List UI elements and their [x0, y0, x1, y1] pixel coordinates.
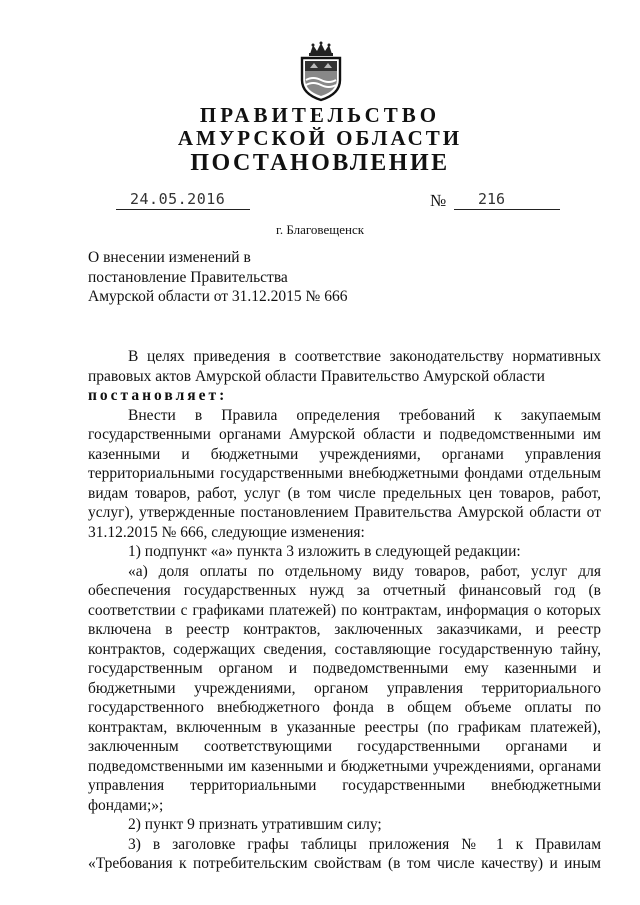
body-line: услуг), утвержденные постановлением Правительства Амурской области от: [88, 504, 601, 521]
body-line: заключенным соответствующими государственными органами и: [88, 738, 601, 755]
subject-line: постановление Правительства: [88, 268, 288, 286]
document-number: 216: [478, 190, 506, 208]
resolution-keyword: постановляет:: [88, 387, 228, 404]
subject-line: О внесении изменений в: [88, 249, 251, 266]
header-region: АМУРСКОЙ ОБЛАСТИ: [177, 126, 463, 150]
body-line: государственным органом и подведомственными ему казенными и: [88, 660, 601, 677]
document-number-field: [454, 190, 560, 212]
body-line: 1) подпункт «а» пункта 3 изложить в следующей редакции:: [128, 543, 521, 560]
document-subject: [88, 248, 347, 307]
subject-line: Амурской области от 31.12.2015 № 666: [88, 288, 348, 305]
body-line: 2) пункт 9 признать утратившим силу;: [128, 816, 382, 833]
body-line: «а) доля оплаты по отдельному виду товаров, работ, услуг для: [128, 562, 601, 580]
header-government: ПРАВИТЕЛЬСТВО: [199, 103, 441, 127]
body-line: соответствии с графиками платежей) по контрактам, информация о которых: [88, 601, 601, 619]
body-line: казенными и бюджетными учреждениями, органами управления: [88, 445, 601, 463]
body-line: контрактам, включенным в указанные реестры (по графикам платежей),: [88, 718, 601, 736]
body-line: государственного внебюджетного фонда в общем объеме оплаты по: [88, 699, 601, 716]
body-line: фондами;»;: [88, 796, 164, 814]
body-line: подведомственными им казенными и бюджетными учреждениями, органами: [88, 757, 601, 775]
body-line: 31.12.2015 № 666, следующие изменения:: [88, 523, 365, 541]
body-line: бюджетными учреждениями, органом управления территориального: [88, 679, 601, 697]
body-line: управления территориальными государственными внебюджетными: [88, 777, 601, 794]
body-line: В целях приведения в соответствие законодательству нормативных: [128, 348, 601, 365]
body-line: 3) в заголовке графы таблицы приложения № 1 к Правилам: [128, 835, 601, 853]
coat-of-arms-icon: [296, 40, 346, 102]
document-date-field: [116, 190, 250, 212]
document-type-title: ПОСТАНОВЛЕНИЕ: [190, 150, 450, 176]
body-line: правовых актов Амурской области Правительство Амурской области: [88, 367, 545, 385]
document-date: 24.05.2016: [130, 190, 226, 208]
number-sign: №: [430, 191, 447, 210]
number-underline: [454, 209, 560, 210]
date-underline: [116, 209, 250, 210]
body-line: обеспечения государственных нужд за отчетный финансовый год (в: [88, 582, 601, 599]
body-line: территориальными государственными внебюджетными фондами отдельным: [88, 465, 601, 482]
city-label: г. Благовещенск: [275, 222, 365, 237]
body-line: включена в реестр контрактов, заключенных заказчиками, и реестр: [88, 621, 601, 638]
body-line: контрактов, содержащих сведения, составляющие государственную тайну,: [88, 640, 601, 658]
body-line: государственными органами Амурской области и подведомственными им: [88, 426, 601, 443]
document-body: [88, 347, 601, 874]
body-line: видам товаров, работ, услуг (в том числе предельных цен товаров, работ,: [88, 484, 601, 502]
body-line: «Требования к потребительским свойствам (в том числе качеству) и иным: [88, 855, 601, 872]
body-line: Внести в Правила определения требований к закупаемым: [128, 406, 601, 424]
